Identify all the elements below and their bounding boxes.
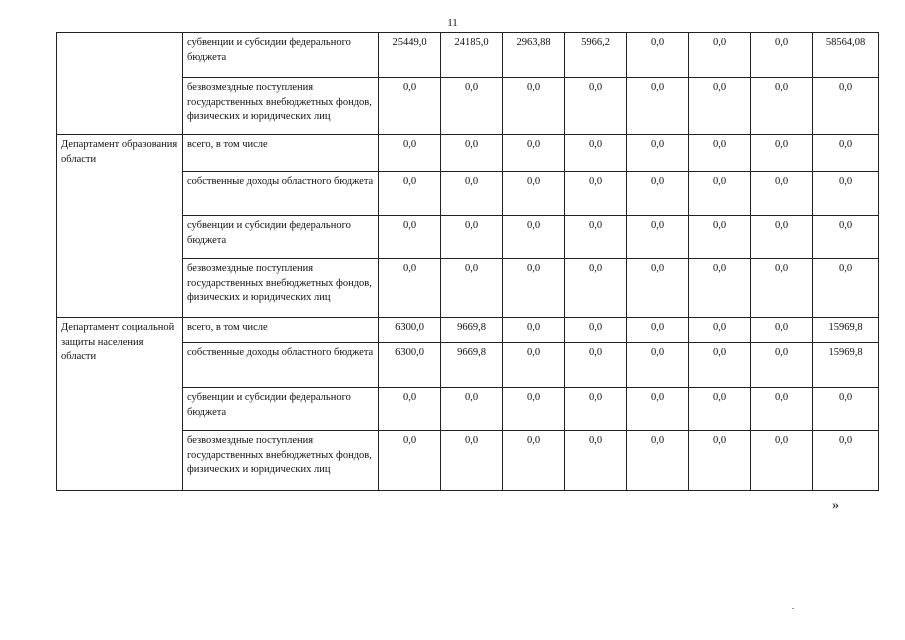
value-cell: 0,0 [503, 135, 565, 172]
funding-source-cell: собственные доходы областного бюджета [183, 343, 379, 388]
value-cell: 0,0 [503, 216, 565, 259]
value-cell: 15969,8 [813, 318, 879, 343]
department-cell: Департамент образования области [57, 135, 183, 318]
value-cell: 0,0 [751, 78, 813, 135]
value-cell: 0,0 [751, 431, 813, 491]
value-cell: 0,0 [813, 431, 879, 491]
funding-source-cell: собственные доходы областного бюджета [183, 172, 379, 216]
value-cell: 0,0 [565, 259, 627, 318]
value-cell: 0,0 [689, 259, 751, 318]
value-cell: 0,0 [751, 135, 813, 172]
value-cell: 0,0 [441, 216, 503, 259]
value-cell: 0,0 [627, 259, 689, 318]
value-cell: 0,0 [503, 172, 565, 216]
value-cell: 6300,0 [379, 343, 441, 388]
funding-source-cell: субвенции и субсидии федерального бюджета [183, 216, 379, 259]
value-cell: 0,0 [565, 216, 627, 259]
value-cell: 0,0 [441, 78, 503, 135]
value-cell: 0,0 [441, 259, 503, 318]
page-number: 11 [447, 17, 458, 29]
value-cell: 0,0 [813, 135, 879, 172]
value-cell: 0,0 [689, 431, 751, 491]
value-cell: 0,0 [565, 343, 627, 388]
value-cell: 0,0 [751, 172, 813, 216]
value-cell: 0,0 [627, 135, 689, 172]
value-cell: 0,0 [565, 78, 627, 135]
funding-source-cell: субвенции и субсидии федерального бюджета [183, 33, 379, 78]
value-cell: 0,0 [813, 78, 879, 135]
value-cell: 0,0 [503, 431, 565, 491]
value-cell: 0,0 [379, 216, 441, 259]
funding-source-cell: безвозмездные поступления государственных внебюджетных фондов, физических и юридических лиц [183, 78, 379, 135]
value-cell: 0,0 [751, 259, 813, 318]
value-cell: 0,0 [689, 318, 751, 343]
value-cell: 0,0 [441, 388, 503, 431]
value-cell: 0,0 [813, 172, 879, 216]
funding-source-cell: субвенции и субсидии федерального бюджета [183, 388, 379, 431]
budget-table [56, 32, 879, 491]
value-cell: 9669,8 [441, 318, 503, 343]
table-row [57, 135, 879, 172]
value-cell: 0,0 [751, 33, 813, 78]
value-cell: 0,0 [379, 135, 441, 172]
table-row [57, 318, 879, 343]
value-cell: 0,0 [627, 33, 689, 78]
value-cell: 0,0 [441, 135, 503, 172]
value-cell: 58564,08 [813, 33, 879, 78]
value-cell: 0,0 [503, 388, 565, 431]
value-cell: 0,0 [565, 135, 627, 172]
value-cell: 0,0 [379, 431, 441, 491]
value-cell: 0,0 [627, 216, 689, 259]
value-cell: 0,0 [379, 78, 441, 135]
funding-source-cell: всего, в том числе [183, 318, 379, 343]
value-cell: 0,0 [379, 388, 441, 431]
table-row [57, 33, 879, 78]
value-cell: 0,0 [689, 172, 751, 216]
value-cell: 0,0 [689, 216, 751, 259]
value-cell: 0,0 [565, 388, 627, 431]
value-cell: 0,0 [441, 172, 503, 216]
value-cell: 0,0 [751, 318, 813, 343]
value-cell: 0,0 [751, 216, 813, 259]
value-cell: 15969,8 [813, 343, 879, 388]
funding-source-cell: безвозмездные поступления государственных внебюджетных фондов, физических и юридических лиц [183, 431, 379, 491]
value-cell: 0,0 [441, 431, 503, 491]
department-cell: Департамент социальной защиты населения области [57, 318, 183, 491]
value-cell: 0,0 [627, 318, 689, 343]
value-cell: 25449,0 [379, 33, 441, 78]
value-cell: 0,0 [689, 388, 751, 431]
value-cell: 0,0 [503, 259, 565, 318]
value-cell: 9669,8 [441, 343, 503, 388]
value-cell: 0,0 [689, 78, 751, 135]
value-cell: 0,0 [813, 216, 879, 259]
value-cell: 0,0 [565, 431, 627, 491]
value-cell: 2963,88 [503, 33, 565, 78]
value-cell: 0,0 [565, 318, 627, 343]
value-cell: 0,0 [689, 343, 751, 388]
table-body [57, 33, 879, 491]
value-cell: 0,0 [689, 33, 751, 78]
value-cell: 0,0 [627, 343, 689, 388]
value-cell: 0,0 [751, 343, 813, 388]
value-cell: 6300,0 [379, 318, 441, 343]
value-cell: 0,0 [503, 343, 565, 388]
value-cell: 0,0 [689, 135, 751, 172]
value-cell: 0,0 [751, 388, 813, 431]
value-cell: 0,0 [379, 259, 441, 318]
closing-quote: » [832, 498, 839, 513]
value-cell: 0,0 [627, 388, 689, 431]
value-cell: 0,0 [627, 172, 689, 216]
value-cell: 0,0 [503, 78, 565, 135]
value-cell: 5966,2 [565, 33, 627, 78]
value-cell: 0,0 [627, 78, 689, 135]
value-cell: 0,0 [379, 172, 441, 216]
department-cell [57, 33, 183, 135]
value-cell: 0,0 [503, 318, 565, 343]
value-cell: 24185,0 [441, 33, 503, 78]
scan-speck [792, 608, 794, 609]
value-cell: 0,0 [813, 388, 879, 431]
value-cell: 0,0 [565, 172, 627, 216]
funding-source-cell: всего, в том числе [183, 135, 379, 172]
value-cell: 0,0 [813, 259, 879, 318]
value-cell: 0,0 [627, 431, 689, 491]
funding-source-cell: безвозмездные поступления государственных внебюджетных фондов, физических и юридических лиц [183, 259, 379, 318]
